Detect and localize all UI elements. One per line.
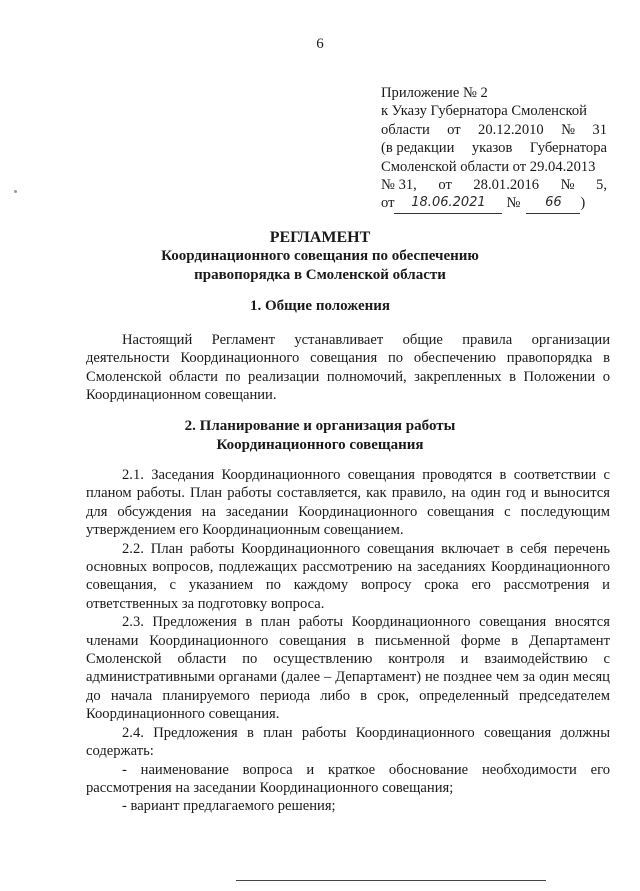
title-main: РЕГЛАМЕНТ [269,229,371,246]
section-2-body [86,466,610,816]
margin-mark [14,190,17,193]
appendix-word: № [506,195,521,212]
appendix-word: от [438,177,452,194]
appendix-word: от [381,195,395,212]
document-title [0,228,640,285]
title-line: правопорядка в Смоленской области [194,267,446,283]
appendix-word: указов [471,140,513,157]
appendix-text: к Указу Губернатора Смоленской [381,103,587,120]
section-1-heading: 1. Общие положения [249,298,391,314]
appendix-word: № [561,121,576,138]
appendix-line [381,139,607,157]
appendix-word: области [381,121,430,138]
appendix-title: Приложение № 2 [381,85,488,101]
list-item: - наименование вопроса и краткое обоснование необходимости его рассмотрения на заседании Координационного совещания; [86,761,610,796]
heading-line: 2. Планирование и организация работы [184,418,456,434]
paragraph: 2.3. Предложения в план работы Координационного совещания вносятся членами Координационного совещания в письменной форме в Департамент Смоленской области по осуществлению контроля и взаимодействию с административными органами (далее – Департамент) не позднее чем за один месяц до начала планируемого периода либо в срок, определенный председателем Координационного совещания. [86,614,610,723]
decree-date: 20.12.2010 [478,121,544,138]
list-item: - вариант предлагаемого решения; [122,798,336,815]
section-2-heading [0,417,640,455]
appendix-line [381,158,607,176]
appendix-word: № 31, [381,177,417,194]
heading-line: Координационного совещания [216,437,424,453]
appendix-line [381,176,607,194]
appendix-line [381,121,607,139]
paragraph: 2.2. План работы Координационного совещания включает в себя перечень основных вопросов, подлежащих рассмотрению на заседаниях Координационного совещания, с указанием по каждому вопросу срока его рассмотрения и ответственных за подготовку вопроса. [86,540,610,612]
appendix-word: Губернатора [529,140,607,157]
handwritten-date: 18.06.2021 [394,194,502,213]
bottom-rule [236,880,546,881]
section-1-body [86,331,610,405]
paragraph: 2.4. Предложения в план работы Координационного совещания должны содержать: [86,724,610,760]
handwritten-number: 66 [526,194,580,213]
appendix-block [381,84,607,214]
appendix-line [381,84,607,102]
decree-number: 31 [592,121,607,138]
appendix-text: Смоленской области от 29.04.2013 [381,158,596,175]
page-number: 6 [316,36,324,52]
amendment-number: 5, [596,177,607,194]
title-line: Координационного совещания по обеспечению [161,248,479,264]
amendment-date: 28.01.2016 [473,177,540,194]
appendix-line [381,194,607,213]
appendix-word: ) [580,195,586,212]
appendix-word: от [447,121,461,138]
appendix-line [381,102,607,120]
paragraph: 2.1. Заседания Координационного совещания проводятся в соответствии с планом работы. План работы составляется, как правило, на один год и выносится для обсуждения на заседании Координационного совещания с последующим утверждением его Координационным совещанием. [86,467,610,539]
appendix-word: (в редакции [381,140,455,157]
paragraph: Настоящий Регламент устанавливает общие правила организации деятельности Координационного совещания по обеспечению правопорядка в Смоленской области по реализации полномочий, закрепленных в Положении о Координационном совещании. [86,332,610,404]
appendix-word: № [560,177,575,194]
